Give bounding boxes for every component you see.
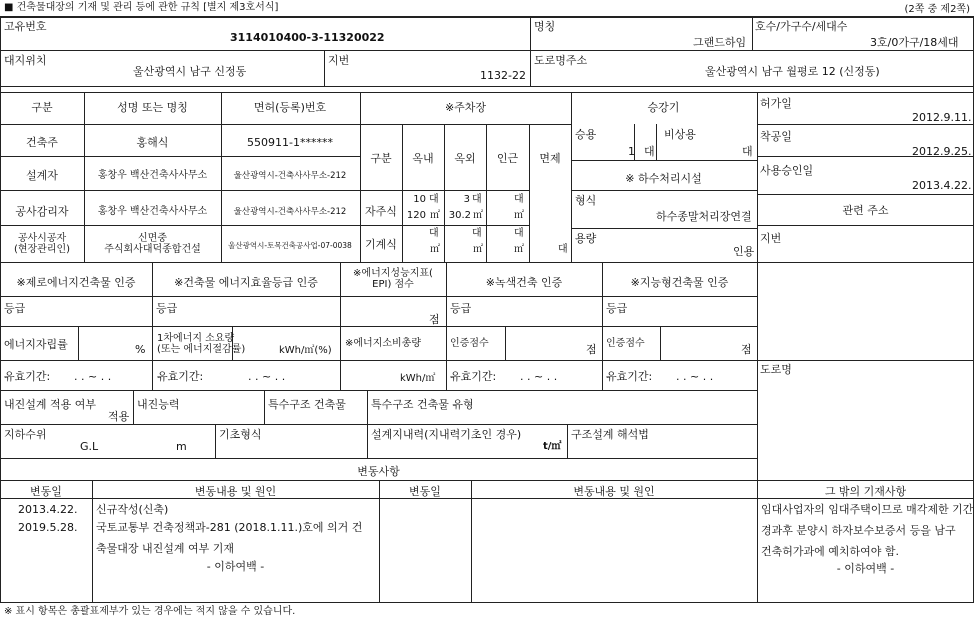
change-date-2: 2019.5.28. [18,521,78,534]
unit-m2: ㎡ [473,210,483,221]
start-date: 2012.9.25. [912,145,972,158]
grade-label: 등급 [606,302,628,315]
change-content-header-2: 변동내용 및 원인 [573,485,655,498]
cert-point: 점 [741,343,752,356]
groundwater-gl: G.L [80,440,99,453]
unit-dae: 대 [429,228,439,239]
address-road-label: 도로명 [760,363,792,376]
cert-efficiency: ※건축물 에너지효율등급 인증 [174,276,318,289]
self-indoor-count: 10 [413,194,426,205]
unit-m2: ㎡ [514,244,524,255]
valid-dots: . . ~ . . [676,370,714,383]
persons-header-name: 성명 또는 명칭 [117,101,188,114]
kwh-pct-unit: kWh/㎡(%) [279,345,332,356]
cert-green: ※녹색건축 인증 [485,276,563,289]
cert-zero-energy: ※제로에너지건축물 인증 [16,276,136,289]
sewage-type: 하수종말처리장연결 [656,210,752,223]
unique-no: 3114010400-3-11320022 [230,31,385,44]
elevator-pass-label: 승용 [575,128,597,141]
unit-dae: 대 [514,194,524,205]
designer-label: 설계자 [26,169,58,182]
name-label: 명칭 [534,20,556,33]
self-rate-label: 에너지자립률 [4,338,68,351]
cert-point: 점 [586,343,597,356]
pct-unit: % [135,343,146,356]
sewage-type-label: 형식 [575,194,597,207]
parking-nearby: 인근 [496,152,519,165]
grade-label: 등급 [156,302,178,315]
unit-dae: 대 [429,194,439,205]
other-note-end: - 이하여백 - [836,562,895,575]
sewage-cap-label: 용량 [575,232,597,245]
seismic-design-label: 내진설계 적용 여부 [4,398,97,411]
related-address-title: 관련 주소 [842,204,889,217]
form-title: ■ 건축물대장의 기재 및 관리 등에 관한 규칙 [별지 제3호서식] [4,2,279,13]
approve-label: 사용승인일 [760,164,814,177]
units-label: 호수/가구수/세대수 [755,20,848,33]
contractor-label-2: (현장관리인) [13,244,71,255]
other-note-1: 임대사업자의 임대주택이므로 매각제한 기간 [761,503,974,516]
self-outdoor-count: 3 [463,194,470,205]
supervisor-license: 울산광역시-건축사사무소-212 [233,207,347,217]
unit-m2: ㎡ [473,244,483,255]
site-label: 대지위치 [4,54,47,67]
parking-div: 구분 [370,152,392,165]
other-note-3: 건축허가과에 예치하여야 함. [761,545,900,558]
change-content-end: - 이하여백 - [206,560,265,573]
footer-note: ※ 표시 항목은 총괄표제부가 있는 경우에는 적지 않을 수 있습니다. [4,606,296,617]
change-date-header-2: 변동일 [409,485,441,498]
valid-label: 유효기간: [4,370,51,383]
building-name: 그랜드하임 [693,36,747,49]
seismic-design-value: 적용 [108,410,130,423]
unit-dae: 대 [514,228,524,239]
cert-smart: ※지능형건축물 인증 [630,276,729,289]
valid-dots: . . ~ . . [74,370,112,383]
valid-label: 유효기간: [450,370,497,383]
sewage-cap-unit: 인용 [733,245,755,258]
permit-label: 허가일 [760,97,792,110]
change-content-1: 신규작성(신축) [96,503,169,516]
parking-exempt: 면제 [539,152,561,165]
supervisor-label: 공사감리자 [15,205,69,218]
primary-energy-2: (또는 에너지절감률) [157,344,246,355]
self-indoor-area: 120 [406,210,426,221]
special-structure-label: 특수구조 건축물 [268,398,346,411]
owner-name: 홍해식 [136,136,169,149]
owner-label: 건축주 [26,136,58,149]
owner-license: 550911-1****** [247,136,333,149]
lot-value: 1132-22 [480,69,526,82]
road-value: 울산광역시 남구 월평로 12 (신정동) [705,65,880,78]
contractor-manager: 신면중 [138,233,167,244]
cert-score-label: 인증점수 [450,338,489,349]
elevator-emer-label: 비상용 [664,128,696,141]
total-energy-label: ※에너지소비총량 [345,338,421,349]
address-lot-label: 지번 [760,232,782,245]
valid-label: 유효기간: [157,370,204,383]
parking-mech: 기계식 [365,238,397,251]
change-date-header: 변동일 [30,485,62,498]
valid-dots: . . ~ . . [520,370,558,383]
lot-label: 지번 [328,54,350,67]
cert-epi-2: EPI) 점수 [372,279,414,290]
unique-no-label: 고유번호 [4,20,47,33]
permit-date: 2012.9.11. [912,111,972,124]
road-label: 도로명주소 [534,54,588,67]
supervisor-name: 홍창우 백산건축사사무소 [97,206,208,217]
unit-m2: ㎡ [430,210,440,221]
designer-license: 울산광역시-건축사사무소-212 [233,171,347,181]
unit-dae: 대 [472,194,482,205]
sewage-title: ※ 하수처리시설 [625,172,702,185]
start-label: 착공일 [760,130,792,143]
unit-m2: ㎡ [514,210,524,221]
cert-epi-1: ※에너지성능지표( [353,268,433,279]
parking-self: 자주식 [365,205,397,218]
persons-header-license: 면허(등록)번호 [253,101,327,114]
unit-dae: 대 [472,228,482,239]
page-indicator: (2쪽 중 제2쪽) [904,4,970,15]
grade-label: 등급 [450,302,472,315]
groundwater-m: m [176,440,187,453]
contractor-label: 공사시공자 [17,233,67,244]
change-content-header: 변동내용 및 원인 [194,485,277,498]
designer-name: 홍창우 백산건축사사무소 [97,170,208,181]
groundwater-label: 지하수위 [4,428,47,441]
unit-m2: ㎡ [430,244,440,255]
elevator-unit: 대 [742,145,753,158]
other-notes-header: 그 밖의 기재사항 [824,485,907,498]
elevator-unit: 대 [644,145,655,158]
other-note-2: 경과후 분양시 하자보수보증서 등을 남구 [761,524,956,537]
persons-header-div: 구분 [31,101,53,114]
grade-label: 등급 [4,302,26,315]
primary-energy-1: 1차에너지 소요량 [157,333,235,344]
bearing-label: 설계지내력(지내력기초인 경우) [371,428,522,441]
elevator-pass-value: 1 [628,145,635,158]
change-content-2: 국토교통부 건축정책과-281 (2018.1.11.)호에 의거 건 [96,521,363,534]
bearing-unit: t/㎡ [543,441,562,452]
cert-score-label: 인증점수 [606,338,645,349]
foundation-label: 기초형식 [219,428,262,441]
valid-label: 유효기간: [606,370,653,383]
parking-outdoor: 옥외 [454,152,476,165]
unit-dae: 대 [558,244,568,255]
valid-dots: . . ~ . . [248,370,286,383]
changes-title: 변동사항 [357,465,400,478]
epi-point: 점 [429,313,440,326]
elevator-title: 승강기 [647,101,680,114]
approve-date: 2013.4.22. [912,179,972,192]
parking-indoor: 옥내 [412,152,434,165]
kwh-unit: kWh/㎡ [400,373,436,384]
units-value: 3호/0가구/18세대 [870,36,959,49]
change-date-1: 2013.4.22. [18,503,78,516]
special-structure-type-label: 특수구조 건축물 유형 [371,398,474,411]
parking-title: ※주차장 [444,101,487,114]
site-value: 울산광역시 남구 신정동 [133,65,247,78]
structure-analysis-label: 구조설계 해석법 [571,428,649,441]
seismic-capacity-label: 내진능력 [137,398,180,411]
change-content-3: 축물대장 내진설계 여부 기재 [96,542,235,555]
self-outdoor-area: 30.2 [448,210,471,221]
contractor-license: 울산광역시-토목건축공사업-07-0038 [228,241,352,250]
contractor-company: 주식회사대덕종합건설 [104,244,201,255]
